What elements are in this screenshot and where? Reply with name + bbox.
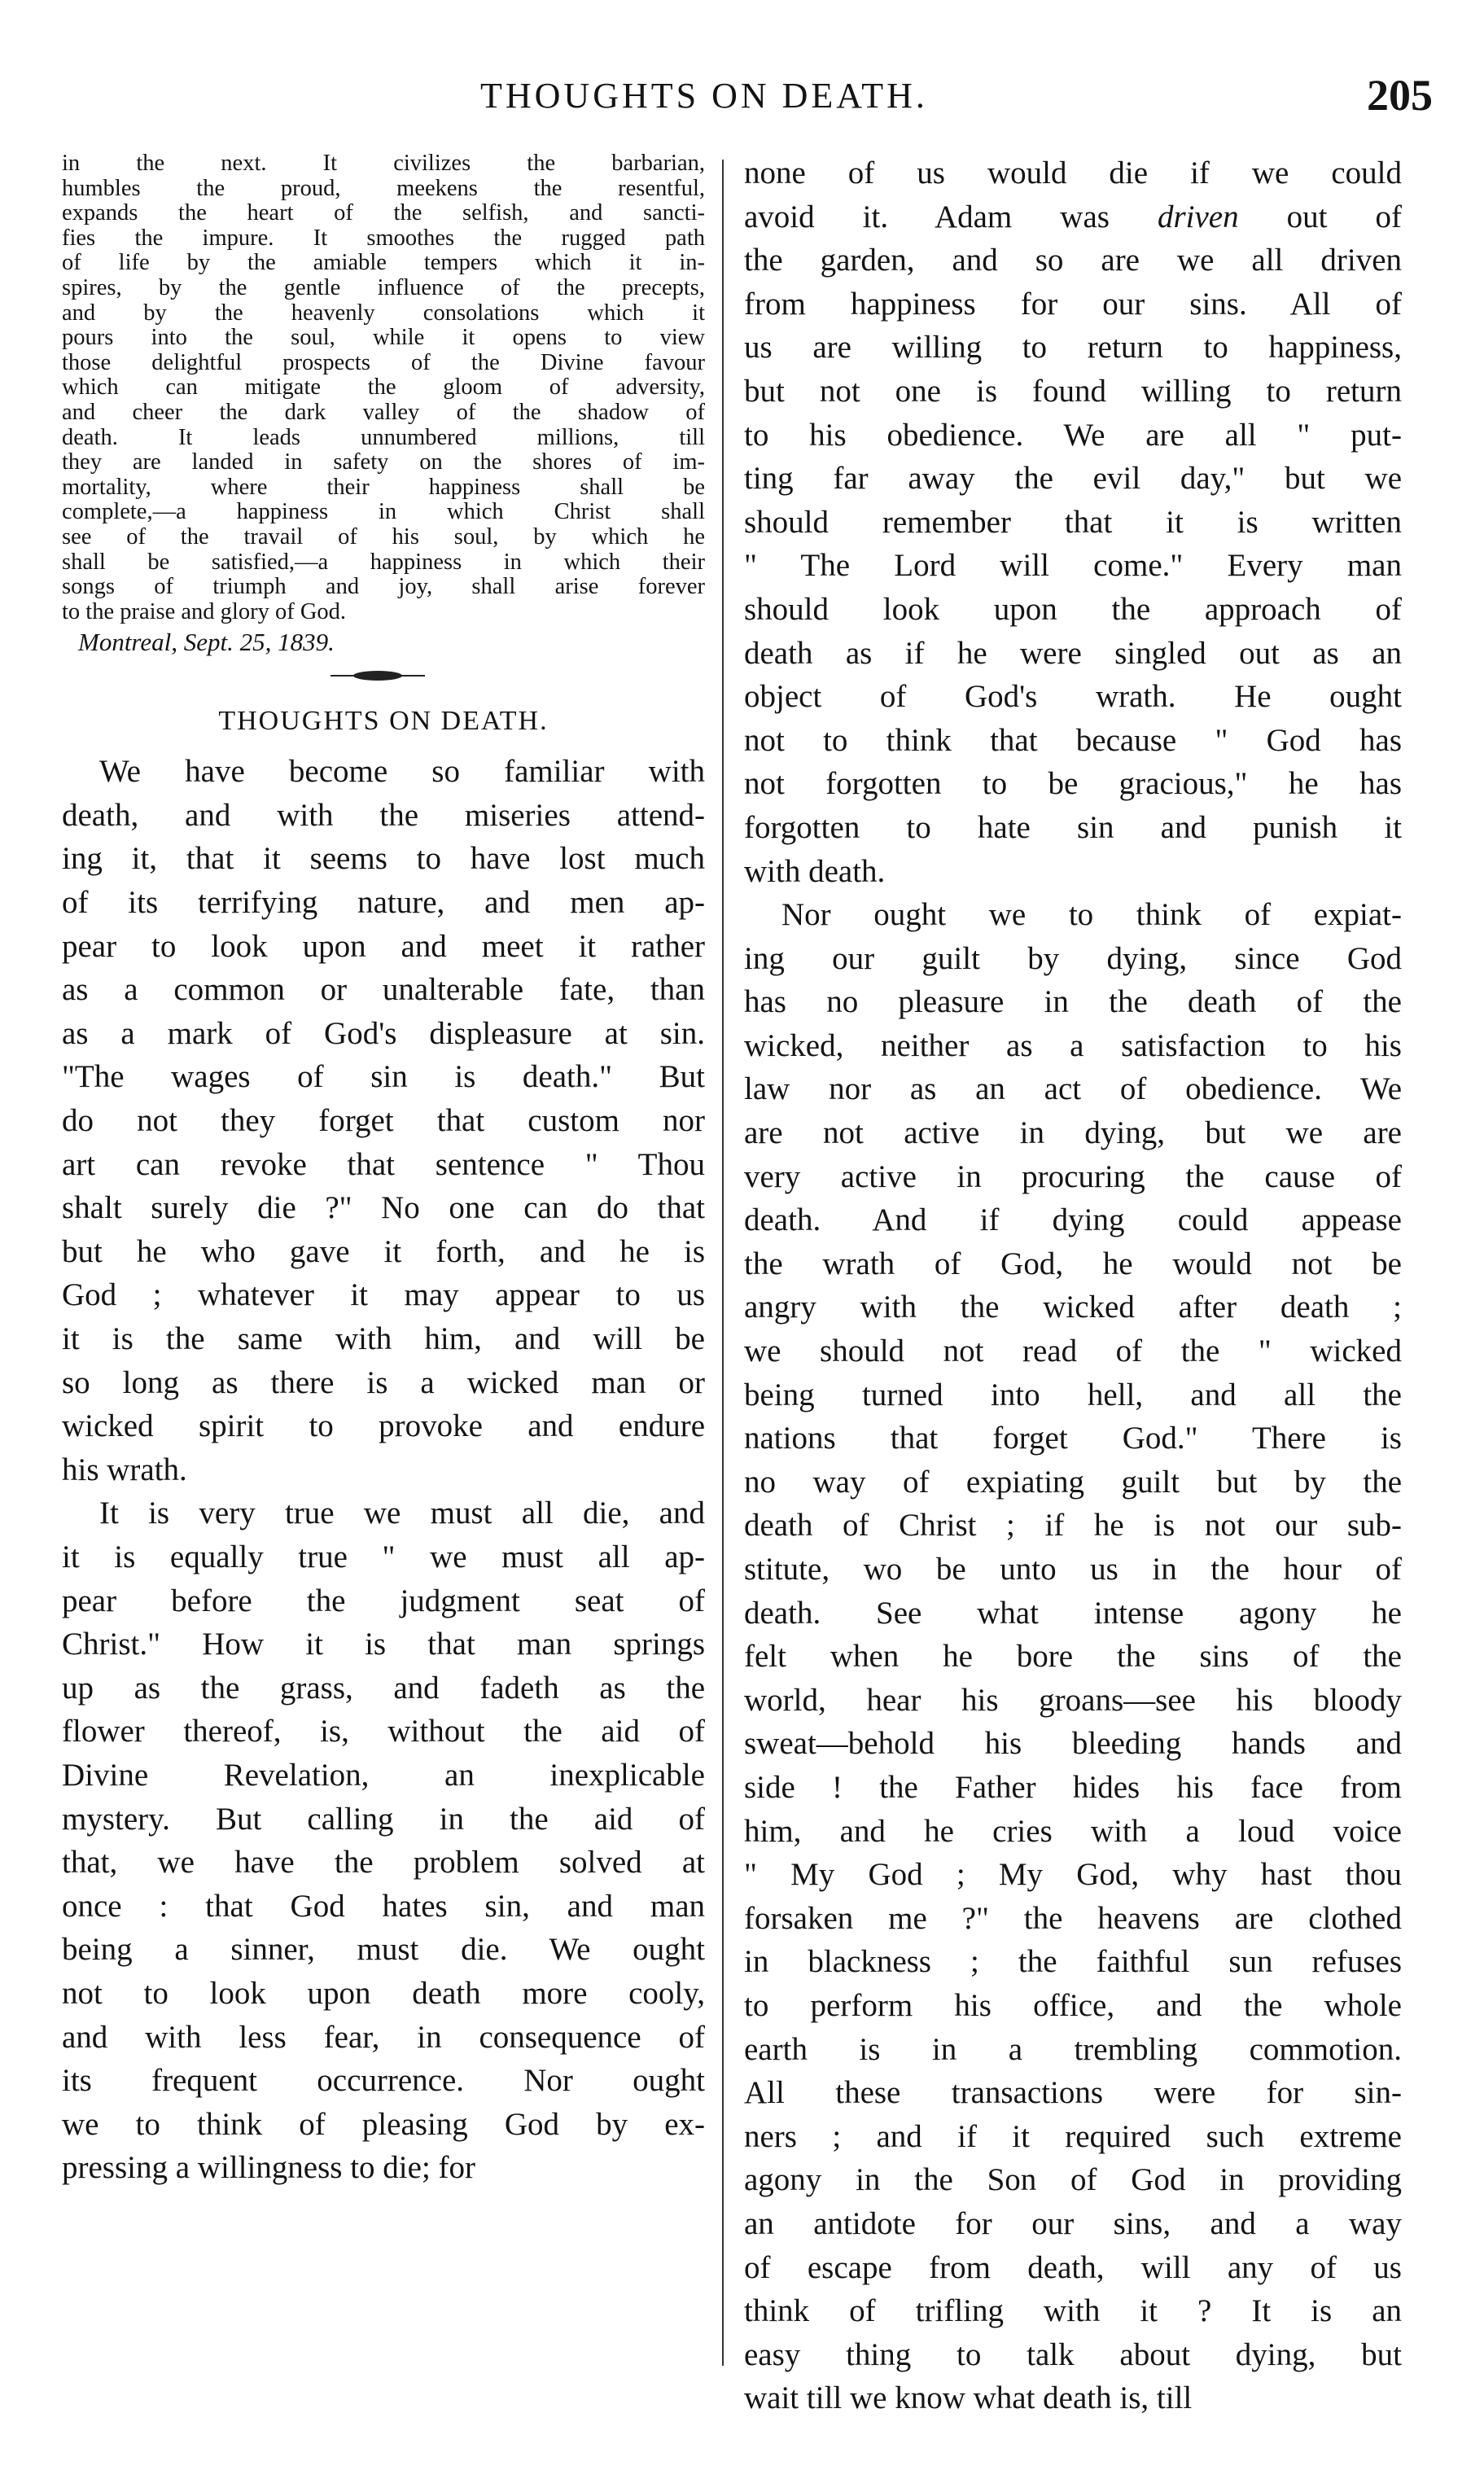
text-line: mystery. But calling in the aid of	[62, 1801, 705, 1837]
text-line: not to think that because " God has	[744, 722, 1402, 758]
text-line: shalt surely die ?" No one can do that	[62, 1190, 705, 1226]
column-rule	[722, 160, 724, 2366]
right-column	[744, 151, 1402, 2420]
text-line: an antidote for our sins, and a way	[744, 2205, 1402, 2241]
text-line: but he who gave it forth, and he is	[62, 1233, 705, 1269]
text-line: death as if he were singled out as an	[744, 635, 1402, 671]
text-line: no way of expiating guilt but by the	[744, 1464, 1402, 1500]
text-line: that, we have the problem solved at	[62, 1845, 705, 1881]
text-line: earth is in a trembling commotion.	[744, 2031, 1402, 2067]
text-line: death. See what intense agony he	[744, 1595, 1402, 1631]
text-line: wicked, neither as a satisfaction to his	[744, 1027, 1402, 1063]
text-line: nations that forget God." There is	[744, 1421, 1402, 1456]
text-line: of life by the amiable tempers which it in-	[62, 251, 705, 276]
text-line: as a common or unalterable fate, than	[62, 972, 705, 1008]
text-line: as a mark of God's displeasure at sin.	[62, 1015, 705, 1051]
text-line: sweat—behold his bleeding hands and	[744, 1726, 1402, 1762]
text-line: "The wages of sin is death." But	[62, 1059, 705, 1095]
paragraph-2	[62, 1491, 705, 2190]
text-line: pear before the judgment seat of	[62, 1583, 705, 1618]
ornament-rule-icon	[329, 668, 427, 683]
text-line: pours into the soul, while it opens to view	[62, 326, 705, 351]
text-line: we should not read of the " wicked	[744, 1333, 1402, 1369]
text-line: they are landed in safety on the shores of im-	[62, 450, 705, 475]
text-line: stitute, wo be unto us in the hour of	[744, 1552, 1402, 1587]
text-line: felt when he bore the sins of the	[744, 1639, 1402, 1675]
text-line: pear to look upon and meet it rather	[62, 928, 705, 964]
paragraph-3	[744, 151, 1402, 893]
text-line: avoid it. Adam was driven out of	[744, 199, 1402, 234]
text-line: but not one is found willing to return	[744, 373, 1402, 409]
text-line: All these transactions were for sin-	[744, 2075, 1402, 2111]
text-line: It is very true we must all die, and	[99, 1495, 705, 1531]
text-line: being turned into hell, and all the	[744, 1377, 1402, 1412]
text-line: which can mitigate the gloom of adversity,	[62, 375, 705, 401]
text-line: of its terrifying nature, and men ap-	[62, 885, 705, 921]
text-line: it is equally true " we must all ap-	[62, 1539, 705, 1574]
text-line: of escape from death, will any of us	[744, 2249, 1402, 2285]
text-line: are not active in dying, but we are	[744, 1115, 1402, 1151]
text-line: has no pleasure in the death of the	[744, 984, 1402, 1020]
text-line: wicked spirit to provoke and endure	[62, 1408, 705, 1444]
text-line: object of God's wrath. He ought	[744, 679, 1402, 715]
running-head	[57, 71, 1433, 132]
page-number: 205	[1367, 71, 1433, 120]
text-line: easy thing to talk about dying, but	[744, 2336, 1402, 2372]
text-line: songs of triumph and joy, shall arise forever	[62, 575, 705, 600]
text-line: God ; whatever it may appear to us	[62, 1277, 705, 1313]
text-line: should look upon the approach of	[744, 591, 1402, 627]
text-line: its frequent occurrence. Nor ought	[62, 2063, 705, 2099]
text-line: being a sinner, must die. We ought	[62, 1932, 705, 1968]
text-line: with death.	[744, 853, 886, 889]
text-line: " The Lord will come." Every man	[744, 548, 1402, 584]
text-line: Divine Revelation, an inexplicable	[62, 1757, 705, 1793]
text-line: ting far away the evil day," but we	[744, 461, 1402, 497]
text-line: forgotten to hate sin and punish it	[744, 809, 1402, 845]
text-line: " My God ; My God, why hast thou	[744, 1857, 1402, 1893]
text-line: once : that God hates sin, and man	[62, 1888, 705, 1924]
text-line: to perform his office, and the whole	[744, 1987, 1402, 2023]
text-line: angry with the wicked after death ;	[744, 1290, 1402, 1325]
text-line: law nor as an act of obedience. We	[744, 1071, 1402, 1107]
running-title: THOUGHTS ON DEATH.	[480, 76, 928, 116]
text-line: humbles the proud, meekens the resentful,	[62, 176, 705, 201]
ornament-divider	[62, 660, 705, 693]
article-title: THOUGHTS ON DEATH.	[218, 706, 549, 737]
text-line: death. And if dying could appease	[744, 1202, 1402, 1238]
previous-article-text	[62, 151, 705, 624]
text-line: Nor ought we to think of expiat-	[781, 897, 1402, 933]
text-line: us are willing to return to happiness,	[744, 330, 1402, 366]
text-line: fies the impure. It smoothes the rugged path	[62, 226, 705, 251]
dateline: Montreal, Sept. 25, 1839.	[78, 628, 335, 657]
text-line: pressing a willingness to die; for	[62, 2150, 476, 2186]
paragraph-1	[62, 750, 705, 1491]
text-line: not to look upon death more cooly,	[62, 1975, 705, 2011]
text-line: mortality, where their happiness shall be	[62, 475, 705, 500]
text-line: wait till we know what death is, till	[744, 2380, 1193, 2416]
text-line: his wrath.	[62, 1452, 187, 1487]
text-line: see of the travail of his soul, by which he	[62, 524, 705, 550]
text-line: death of Christ ; if he is not our sub-	[744, 1508, 1402, 1544]
text-line: spires, by the gentle influence of the precepts,	[62, 275, 705, 300]
left-column	[62, 151, 705, 2190]
text-line: those delightful prospects of the Divine favour	[62, 350, 705, 375]
text-line: and by the heavenly consolations which it	[62, 300, 705, 326]
text-line: and with less fear, in consequence of	[62, 2019, 705, 2055]
text-line: side ! the Father hides his face from	[744, 1769, 1402, 1805]
text-line: in the next. It civilizes the barbarian,	[62, 151, 705, 176]
text-line: we to think of pleasing God by ex-	[62, 2106, 705, 2142]
text-line: up as the grass, and fadeth as the	[62, 1670, 705, 1706]
text-line: so long as there is a wicked man or	[62, 1364, 705, 1400]
text-line: the wrath of God, he would not be	[744, 1246, 1402, 1281]
text-line: expands the heart of the selfish, and sancti-	[62, 201, 705, 226]
text-line: ners ; and if it required such extreme	[744, 2118, 1402, 2154]
text-line: art can revoke that sentence " Thou	[62, 1146, 705, 1182]
text-line: death, and with the miseries attend-	[62, 797, 705, 833]
text-line: none of us would die if we could	[744, 155, 1402, 190]
text-line: very active in procuring the cause of	[744, 1158, 1402, 1194]
text-line: flower thereof, is, without the aid of	[62, 1714, 705, 1749]
text-line: We have become so familiar with	[99, 754, 705, 790]
text-line: not forgotten to be gracious," he has	[744, 766, 1402, 802]
text-line: it is the same with him, and will be	[62, 1321, 705, 1356]
text-line: and cheer the dark valley of the shadow of	[62, 400, 705, 425]
text-line: ing it, that it seems to have lost much	[62, 841, 705, 877]
text-line: forsaken me ?" the heavens are clothed	[744, 1900, 1402, 1936]
text-line: world, hear his groans—see his bloody	[744, 1682, 1402, 1718]
text-line: death. It leads unnumbered millions, till	[62, 425, 705, 450]
text-line: him, and he cries with a loud voice	[744, 1813, 1402, 1849]
text-line: should remember that it is written	[744, 504, 1402, 540]
text-line: do not they forget that custom nor	[62, 1103, 705, 1139]
text-line: to the praise and glory of God.	[62, 599, 347, 624]
text-line: think of trifling with it ? It is an	[744, 2293, 1402, 2329]
text-line: agony in the Son of God in providing	[744, 2162, 1402, 2198]
text-line: to his obedience. We are all " put-	[744, 417, 1402, 453]
text-line: shall be satisfied,—a happiness in which their	[62, 550, 705, 575]
text-line: from happiness for our sins. All of	[744, 286, 1402, 322]
text-line: complete,—a happiness in which Christ shall	[62, 500, 705, 525]
text-line: ing our guilt by dying, since God	[744, 940, 1402, 976]
paragraph-4	[744, 893, 1402, 2420]
text-line: the garden, and so are we all driven	[744, 243, 1402, 278]
text-line: Christ." How it is that man springs	[62, 1627, 705, 1662]
text-line: in blackness ; the faithful sun refuses	[744, 1944, 1402, 1980]
